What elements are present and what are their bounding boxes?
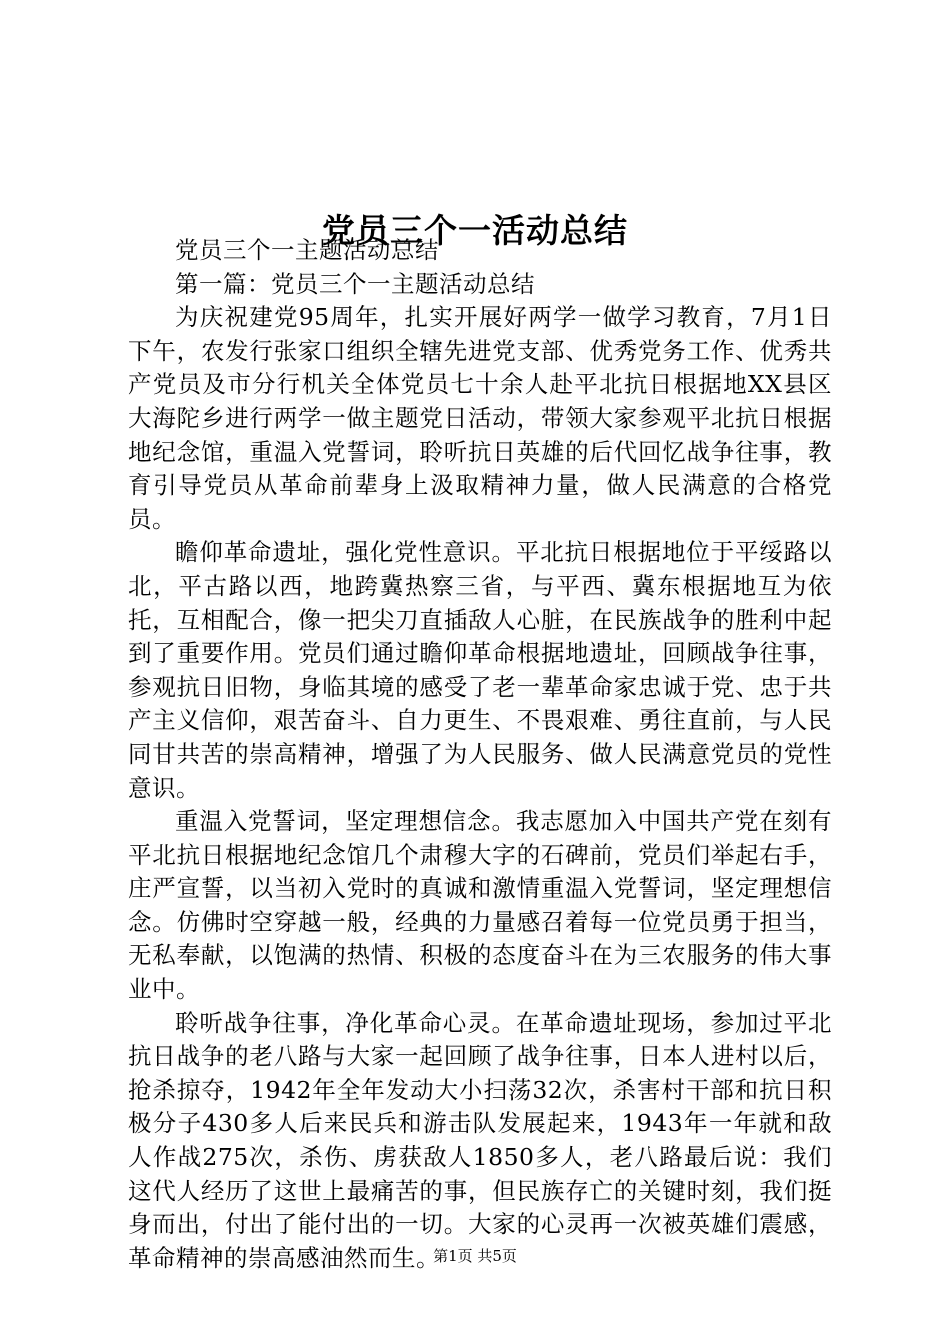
body-paragraph: 聆听战争往事，净化革命心灵。在革命遗址现场，参加过平北抗日战争的老八路与大家一起回顾了战争往事，日本人进村以后，抢杀掠夺，1942年全年发动大小扫荡32次，杀害村干部和抗日积极分子430多人后来民兵和游击队发展起来，1943年一年就和敌人作战275次，杀伤、虏获敌人1850多人，老八路最后说：我们这代人经历了这世上最痛苦的事，但民族存亡的关键时刻，我们挺身而出，付出了能付出的一切。大家的心灵再一次被英雄们震感，革命精神的崇高感油然而生。 xyxy=(128,1008,832,1272)
subtitle-paragraph: 党员三个一主题活动总结 xyxy=(175,236,439,264)
page-footer: 第1页 共5页 xyxy=(433,1247,517,1265)
document-title: 党员三个一活动总结 xyxy=(322,211,628,251)
section-heading-paragraph: 第一篇：党员三个一主题活动总结 xyxy=(175,269,535,298)
body-paragraph: 为庆祝建党95周年，扎实开展好两学一做学习教育，7月1日下午，农发行张家口组织全辖先进党支部、优秀党务工作、优秀共产党员及市分行机关全体党员七十余人赴平北抗日根据地XX县区大海陀乡进行两学一做主题党日活动，带领大家参观平北抗日根据地纪念馆，重温入党誓词，聆听抗日英雄的后代回忆战争往事，教育引导党员从革命前辈身上汲取精神力量，做人民满意的合格党员。 xyxy=(128,303,832,533)
document-body xyxy=(128,234,832,1275)
body-paragraph: 重温入党誓词，坚定理想信念。我志愿加入中国共产党在刻有平北抗日根据地纪念馆几个肃穆大字的石碑前，党员们举起右手，庄严宣誓，以当初入党时的真诚和激情重温入党誓词，坚定理想信念。仿佛时空穿越一般，经典的力量感召着每一位党员勇于担当，无私奉献，以饱满的热情、积极的态度奋斗在为三农服务的伟大事业中。 xyxy=(128,807,832,1004)
body-paragraph: 瞻仰革命遗址，强化党性意识。平北抗日根据地位于平绥路以北，平古路以西，地跨冀热察三省，与平西、冀东根据地互为依托，互相配合，像一把尖刀直插敌人心脏，在民族战争的胜利中起到了重要作用。党员们通过瞻仰革命根据地遗址，回顾战争往事，参观抗日旧物，身临其境的感受了老一辈革命家忠诚于党、忠于共产主义信仰，艰苦奋斗、自力更生、不畏艰难、勇往直前，与人民同甘共苦的崇高精神，增强了为人民服务、做人民满意党员的党性意识。 xyxy=(128,538,832,802)
